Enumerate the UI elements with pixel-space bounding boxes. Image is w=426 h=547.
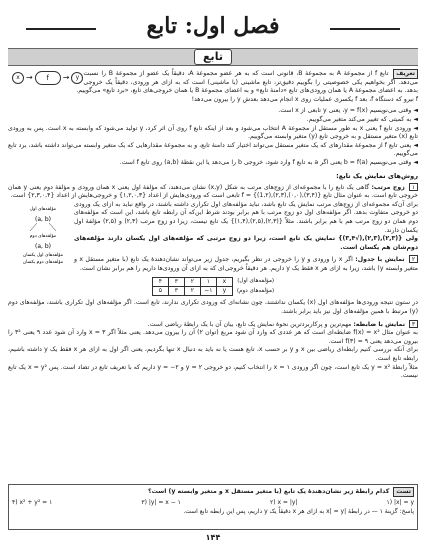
method2-number: ۲ [409, 255, 418, 263]
method1-text3: ولی {(۲,۳),(۲,۳),(√۳,۴)} نمایش یک تابع است، زیرا دو زوج مرتبی که مؤلفه‌های اول یکسان دارند مؤلفه‌های دوم‌شان هم یکسان است. [74, 235, 418, 251]
arrow-right-icon: → [62, 72, 70, 82]
example-label: تست [393, 487, 414, 497]
diagram-label-first: مؤلفه‌های اول [29, 206, 57, 212]
representations-heading: روش‌های نمایش یک تابع: [336, 171, 418, 180]
table-labels [237, 276, 274, 296]
machine-box: f [35, 71, 61, 85]
method3-title: نمایش با ضابطه: [353, 320, 406, 328]
ordered-pairs-diagram [12, 203, 74, 265]
choice-4: ۴) x² + y² = ۱ [12, 498, 53, 506]
header-rule-left [26, 28, 96, 30]
table-row: ۵ ۳ ۲ −۱ y [152, 286, 232, 295]
example-answer: پاسخ: گزینهٔ ۱ — در رابطهٔ |x| = y به ازای هر x دقیقاً یک y داریم، پس این رابطه تابع است. [183, 507, 414, 515]
table-label-y: (مؤلفه‌های دوم) [236, 288, 275, 295]
textbook-page [8, 6, 418, 542]
diagram-label-same-first: مؤلفه‌های اول یکسان [22, 252, 64, 258]
section-band [8, 48, 418, 66]
definition-text: تابع f از مجموعهٔ A به مجموعهٔ B، قانونی است که به هر عضو مجموعهٔ A، دقیقاً یک عضو از مجموعهٔ B را نسبت می‌دهد. اگر بخواهیم یکی خصوصیتی را بگوییم دقیق‌تر، تابع ماشینی (یا ماشینی) است که به ازای هر ورودی، دقیقاً یک خروجی بدهد. به اعضای مجموعهٔ A یا همان ورودی‌های تابع «دامنهٔ تابع» و به اعضای مجموعهٔ B یا همان خروجی‌های تابع، «برد تابع» می‌گوییم. [76, 70, 418, 95]
table-row: ۴ ۳ ۲ ۱ x [152, 277, 232, 286]
diagram-pair: (a, b) [35, 242, 51, 250]
diagram-label-same-second: مؤلفه‌های دوم یکسان [22, 259, 64, 265]
method2-title: نمایش با جدول: [355, 256, 405, 264]
choice-3: ۳) |y| = x − ۱ [141, 498, 181, 506]
method3-text: مهم‌ترین و پرکاربردترین نحوهٔ نمایش یک تابع، بیان آن با یک رابطهٔ ریاضی است. [147, 320, 352, 328]
definition-block [8, 69, 418, 104]
method1-text: گاهی یک تابع را با مجموعه‌ای از زوج‌های مرتب به شکل (x,y) نشان می‌دهند، که مؤلفهٔ اول یعنی x همان ورودی و مؤلفهٔ دوم یعنی y همان خروجی تابع است. به عنوان مثال تابع f = {(1,۲),(۲,۳),(۰,۰),(۳,۴)} تابعی است که ورودی‌هایش از اعداد {۱,۲,۰,۳} و خروجی‌هایش از اعداد {۲,۳,۰,۴} است. [8, 183, 418, 200]
note-item: ◄ وقتی می‌نویسیم b = f(a) یعنی اگر a به تابع f وارد شود، خروجی b را می‌دهد یا این نقطهٔ (a,b) روی تابع f است. [119, 158, 418, 166]
method3-block [8, 320, 418, 381]
definition-machine-line: f نیرو ‌که دستگاه f، بعد f یکسری عملیات روی x انجام می‌دهد بعدش y را بیرون می‌دهد! [191, 95, 418, 103]
method2-text: اگر x را ورودی و y را خروجی در نظر بگیریم، جدول زیر می‌تواند نشان‌دهندهٔ یک تابع (با متغیر مستقل x و متغیر وابسته y) باشد، زیرا به ازای هر x فقط یک y داریم. هر دقیقاً خروجی‌ای که به ازای آن ورودی‌ها داریم را هم برابر نشان است. [74, 256, 418, 272]
note-item: ◄ به کمیتی که تغییر می‌کند متغیر می‌گوییم. [306, 115, 418, 123]
notes-block [8, 107, 418, 167]
table-label-x: (مؤلفه‌های اول) [237, 278, 275, 285]
example-question: کدام رابطهٔ زیر نشان‌دهندهٔ یک تابع (با متغیر مستقل x و متغیر وابسته y) است؟ [148, 488, 390, 495]
page-number: ۱۴۴ [205, 533, 221, 542]
chapter-header [8, 6, 418, 46]
method1-number: ۱ [409, 183, 418, 191]
method1-title: زوج مرتب: [371, 183, 405, 191]
method3-more: برای آنکه بررسی کنیم رابطه‌ای ریاضی بین x و y بر حسب x، تابع هست یا نه باید به دنبال x تنها بگردیم، یعنی اگر اول به ازای هر x فقط یک y داشته باشیم، رابطه تابع است. [8, 346, 418, 363]
example-question-line [12, 487, 414, 497]
choice-2: ۲) x = |y| [269, 498, 298, 506]
header-rule-right [330, 28, 400, 30]
chapter-title: فصل اول: تابع [146, 13, 280, 39]
method3-more2: مثلاً رابطهٔ y = x² یک تابع است، چون اگر ورودی x = ۱ را انتخاب کنیم، دو خروجی y = ۲ و y = −۲ داریم که با تعریف تابع در تضاد است. پس x = y² یک تابع نیست. [8, 363, 418, 380]
example-choices [12, 499, 414, 506]
diagram-label-second: مؤلفه‌های دوم [29, 233, 57, 239]
method3-example: به عنوان مثال f(x) = x² ضابطه‌ای است که هر عددی که وارد آن شود مربع (توان ۲) آن را بیرون می‌دهد. یعنی مثلاً اگر x = ۳ وارد آن شود عدد ۹ یعنی ۳² را بیرون می‌دهد یعنی f(۳) = ۹ است. [8, 329, 418, 345]
note-item: ◄ وقتی می‌نویسیم y = f(x)، یعنی y تابعی از x است. [278, 107, 418, 115]
example-box [8, 484, 418, 530]
method3-number: ۳ [409, 320, 418, 328]
method2-after: در ستون نتیجه ورودی‌ها مؤلفه‌های اول (x) یکسان نداشتند، چون نشانه‌ای که ورودی تکراری ندارند، تابع است. اگر مؤلفه‌های اول تکراری باشند، مؤلفه‌های دوم (y) مرتبط با همین مؤلفه‌های اول نیز باید برابر باشند. [8, 299, 418, 316]
arrow-right-icon: → [26, 72, 33, 82]
machine-input: x [12, 72, 24, 84]
function-machine-diagram [12, 71, 83, 85]
value-table-wrap [8, 276, 418, 296]
note-item: ◄ ورودی تابع f یعنی x به طور مستقل از مجموعهٔ A انتخاب می‌شود و بعد از اینکه تابع f روی آن اثر کرد، y تولید می‌شود که وابسته به x است. پس به ورودی تابع (x) متغیر مستقل و به خروجی تابع (y) متغیر وابسته می‌گوییم. [8, 124, 419, 141]
value-table [152, 277, 233, 296]
definition-label: تعریف [393, 69, 418, 79]
section-title: تابع [194, 49, 232, 65]
machine-output: y [71, 72, 83, 84]
diagram-pair: (a, b) [35, 215, 51, 223]
choice-1: ۱) |x| = y [386, 498, 414, 506]
method1-text2: برای آن‌که مجموعه‌ای از زوج‌های مرتب نمایش یک تابع باشد، نباید مؤلفه‌های اول تکراری داشته باشند، در واقع نباید به ازای یک ورودی دو خروجی متفاوت بدهد. اگر مؤلفه‌های اول دو زوج مرتب با هم برابر بودند شرط این‌که آن رابطه تابع باشد، این است که مؤلفه‌های دوم همان دو زوج مرتب هم با هم برابر باشند. مثلاً {(۲,۳),(۲,۵),(۱,۴)} یک تابع نیست، زیرا دو زوج مرتب (۲,۳) و (۲,۵) مؤلفهٔ اول یکسان دارند. [74, 200, 418, 234]
note-item: ◄ یعنی تابع f از مجموعهٔ مقدارهای که یک متغیر مستقل می‌تواند اختیار کند دامنهٔ تابع، و به مجموعهٔ مقدارهایی که یک متغیر وابسته می‌تواند داشته باشد، برد تابع می‌گوییم. [8, 141, 418, 158]
